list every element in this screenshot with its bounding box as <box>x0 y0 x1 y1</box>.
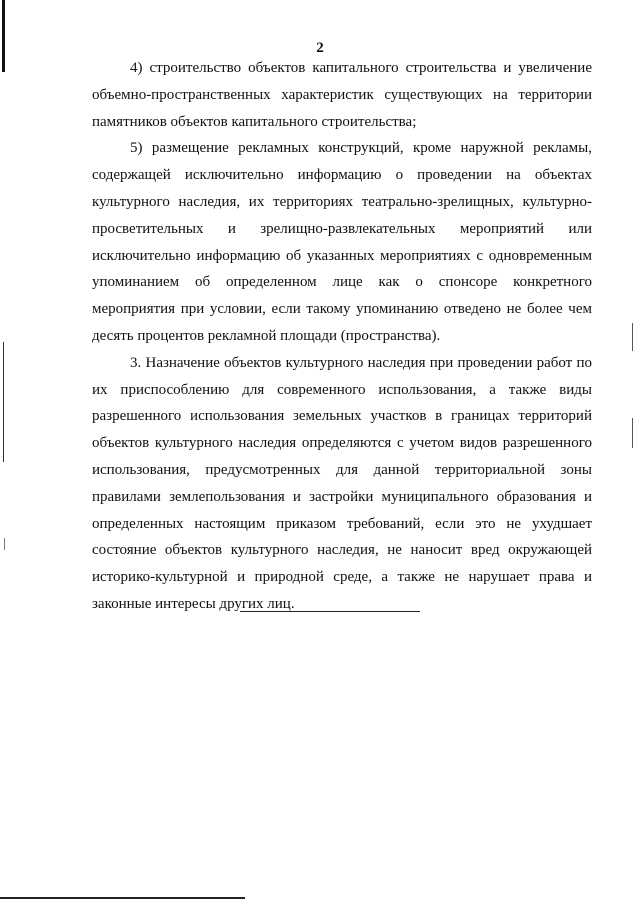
page-number: 2 <box>316 40 324 56</box>
scan-artifact-bottom <box>0 897 245 899</box>
scan-artifact-left-mid <box>3 342 4 462</box>
paragraph-item-5: 5) размещение рекламных конструкций, кроме наружной рекламы, содержащей исключительно информацию о проведении на объектах культурного наследия, их территориях театрально-зрелищных, культурно-просветительных и зрелищно-развлекательных мероприятий или исключительно информацию об указанных мероприятиях с одновременным упоминанием об определенном лице как о спонсоре конкретного мероприятия при условии, если такому упоминанию отведено не более чем десять процентов рекламной площади (пространства). <box>92 140 592 344</box>
scan-artifact-left-low <box>4 538 5 550</box>
scan-artifact-right-1 <box>632 323 633 351</box>
scan-artifact-left-top <box>2 0 5 72</box>
paragraph-point-3: 3. Назначение объектов культурного наследия при проведении работ по их приспособлению для современного использования, а также виды разрешенного использования земельных участков в границах территорий объектов культурного наследия определяются с учетом видов разрешенного использования, предусмотренных для данной территориальной зоны правилами землепользования и застройки муниципального образования и определенных настоящим приказом требований, если это не ухудшает состояние объектов культурного наследия, не наносит вред окружающей историко-культурной и природной среде, а также не нарушает права и законные интересы других лиц. <box>92 354 592 612</box>
end-separator-line <box>240 611 420 612</box>
document-body <box>92 55 592 618</box>
scan-artifact-right-2 <box>632 418 633 448</box>
paragraph-item-4: 4) строительство объектов капитального строительства и увеличение объемно-пространственных характеристик существующих на территории памятников объектов капитального строительства; <box>92 60 592 130</box>
